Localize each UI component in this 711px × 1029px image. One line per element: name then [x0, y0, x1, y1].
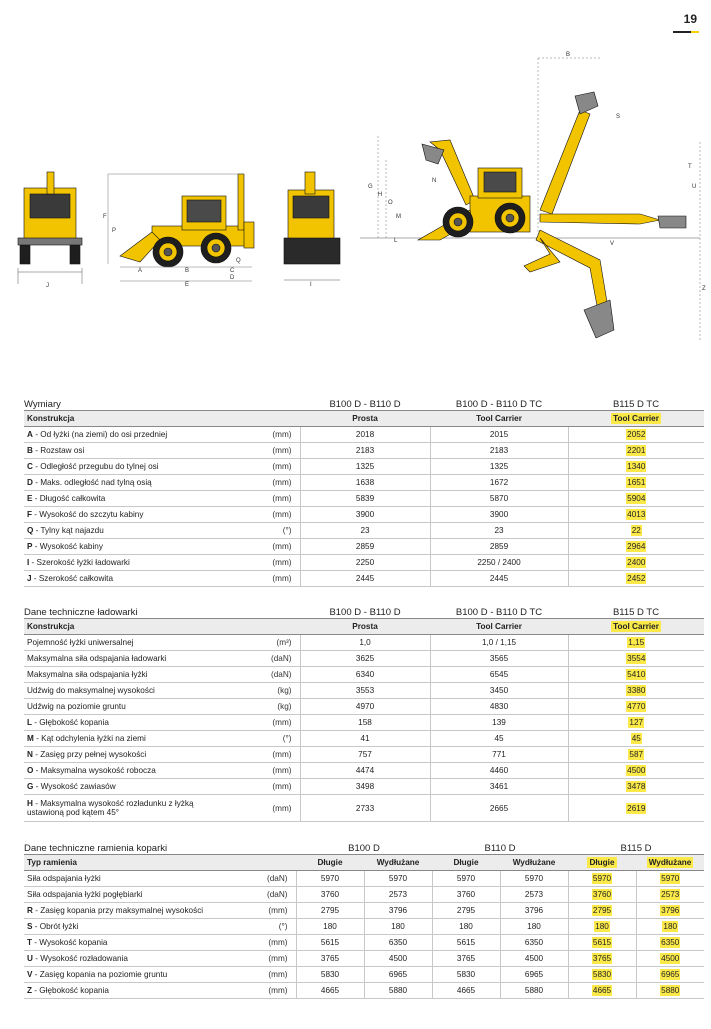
cell-value: 6340 — [300, 667, 430, 683]
dim-label: Z — [702, 286, 706, 292]
table-row — [24, 903, 704, 919]
row-label: Maksymalna siła odspajania łyżki — [24, 667, 264, 683]
row-unit: (mm) — [264, 491, 300, 507]
cell-value: 587 — [568, 747, 704, 763]
row-unit: (daN) — [260, 887, 296, 903]
cell-value: 5870 — [430, 491, 568, 507]
row-label: Pojemność łyżki uniwersalnej — [24, 635, 264, 651]
cell-value: 2400 — [568, 555, 704, 571]
cell-value: 4500 — [500, 951, 568, 967]
cell-value: 2573 — [636, 887, 704, 903]
cell-value: 2052 — [568, 427, 704, 443]
dim-label: L — [394, 238, 398, 244]
cell-value: 5830 — [296, 967, 364, 983]
cell-value: 3498 — [300, 779, 430, 795]
dim-label: F — [103, 214, 107, 220]
cell-value: 3450 — [430, 683, 568, 699]
table-row — [24, 571, 704, 587]
cell-value: 180 — [500, 919, 568, 935]
row-label: B - Rozstaw osi — [24, 443, 264, 459]
cell-value: 2859 — [300, 539, 430, 555]
dim-label: J — [46, 283, 49, 289]
row-label: V - Zasięg kopania na poziomie gruntu — [24, 967, 260, 983]
row-label: O - Maksymalna wysokość robocza — [24, 763, 264, 779]
row-unit: (°) — [264, 731, 300, 747]
cell-value: 5830 — [432, 967, 500, 983]
table-row — [24, 683, 704, 699]
row-label: U - Wysokość rozładowania — [24, 951, 260, 967]
cell-value: 2619 — [568, 795, 704, 822]
row-unit: (mm) — [264, 715, 300, 731]
row-unit: (mm) — [260, 903, 296, 919]
table-row — [24, 887, 704, 903]
row-label: G - Wysokość zawiasów — [24, 779, 264, 795]
cell-value: 3380 — [568, 683, 704, 699]
dim-label: S — [616, 114, 621, 120]
dim-label: H — [378, 192, 383, 198]
row-unit: (m³) — [264, 635, 300, 651]
cell-value: 3796 — [636, 903, 704, 919]
table-row — [24, 935, 704, 951]
cell-value: 4665 — [568, 983, 636, 999]
cell-value: 3554 — [568, 651, 704, 667]
rear-view-machine — [284, 172, 340, 264]
column-header: Długie — [568, 855, 636, 871]
row-unit: (mm) — [264, 475, 300, 491]
wymiary-section — [24, 396, 704, 587]
table-row — [24, 747, 704, 763]
dim-label: O — [388, 200, 393, 206]
wymiary-table — [24, 410, 704, 587]
dim-label: M — [396, 214, 401, 220]
table-row — [24, 667, 704, 683]
row-label: Z - Głębokość kopania — [24, 983, 260, 999]
cell-value: 2795 — [432, 903, 500, 919]
cell-value: 45 — [430, 731, 568, 747]
cell-value: 5970 — [636, 871, 704, 887]
row-label: Udźwig na poziomie gruntu — [24, 699, 264, 715]
row-label: Q - Tylny kąt najazdu — [24, 523, 264, 539]
row-unit: (°) — [264, 523, 300, 539]
row-label: Siła odspajania łyżki pogłębiarki — [24, 887, 260, 903]
cell-value: 5970 — [296, 871, 364, 887]
cell-value: 1638 — [300, 475, 430, 491]
cell-value: 2015 — [430, 427, 568, 443]
row-label: F - Wysokość do szczytu kabiny — [24, 507, 264, 523]
cell-value: 5839 — [300, 491, 430, 507]
cell-value: 6350 — [636, 935, 704, 951]
cell-value: 5615 — [296, 935, 364, 951]
cell-value: 4460 — [430, 763, 568, 779]
table-row — [24, 507, 704, 523]
cell-value: 5970 — [500, 871, 568, 887]
table-row — [24, 651, 704, 667]
dim-label: T — [688, 164, 692, 170]
table-row — [24, 795, 704, 822]
cell-value: 45 — [568, 731, 704, 747]
table-row — [24, 871, 704, 887]
column-header: Wydłużane — [636, 855, 704, 871]
row-label: P - Wysokość kabiny — [24, 539, 264, 555]
row-unit: (mm) — [264, 459, 300, 475]
cell-value: 180 — [636, 919, 704, 935]
table-row — [24, 919, 704, 935]
row-unit: (mm) — [260, 951, 296, 967]
row-label: I - Szerokość łyżki ładowarki — [24, 555, 264, 571]
row-unit: (mm) — [264, 427, 300, 443]
ladowarka-section — [24, 604, 704, 822]
table-row — [24, 635, 704, 651]
cell-value: 3565 — [430, 651, 568, 667]
cell-value: 6965 — [636, 967, 704, 983]
cell-value: 180 — [432, 919, 500, 935]
cell-value: 6965 — [500, 967, 568, 983]
column-header: Wydłużane — [364, 855, 432, 871]
cell-value: 2964 — [568, 539, 704, 555]
cell-value: 1651 — [568, 475, 704, 491]
cell-value: 4500 — [636, 951, 704, 967]
cell-value: 3461 — [430, 779, 568, 795]
column-header: Konstrukcja — [24, 411, 300, 427]
machine-dimensions-figure — [0, 40, 711, 360]
row-unit: (°) — [260, 919, 296, 935]
row-unit: (mm) — [264, 779, 300, 795]
cell-value: 4500 — [364, 951, 432, 967]
column-header: Typ ramienia — [24, 855, 296, 871]
reach-diagram-machine — [360, 92, 700, 338]
cell-value: 22 — [568, 523, 704, 539]
cell-value: 4665 — [296, 983, 364, 999]
page-number: 19 — [683, 12, 697, 26]
cell-value: 4830 — [430, 699, 568, 715]
cell-value: 5970 — [568, 871, 636, 887]
table-row — [24, 763, 704, 779]
row-unit: (mm) — [260, 983, 296, 999]
cell-value: 3478 — [568, 779, 704, 795]
cell-value: 5880 — [364, 983, 432, 999]
cell-value: 158 — [300, 715, 430, 731]
row-unit: (mm) — [260, 967, 296, 983]
column-header: Prosta — [300, 619, 430, 635]
row-unit: (kg) — [264, 699, 300, 715]
cell-value: 5830 — [568, 967, 636, 983]
cell-value: 2573 — [364, 887, 432, 903]
cell-value: 4474 — [300, 763, 430, 779]
row-unit: (mm) — [264, 555, 300, 571]
row-label: M - Kąt odchylenia łyżki na ziemi — [24, 731, 264, 747]
column-header: Tool Carrier — [430, 411, 568, 427]
cell-value: 2445 — [430, 571, 568, 587]
cell-value: 23 — [430, 523, 568, 539]
cell-value: 4970 — [300, 699, 430, 715]
cell-value: 2573 — [500, 887, 568, 903]
table-row — [24, 539, 704, 555]
column-header: Długie — [432, 855, 500, 871]
cell-value: 3796 — [364, 903, 432, 919]
cell-value: 2018 — [300, 427, 430, 443]
cell-value: 1325 — [300, 459, 430, 475]
cell-value: 2859 — [430, 539, 568, 555]
table-row — [24, 475, 704, 491]
table-header-row — [24, 619, 704, 635]
row-unit: (kg) — [264, 683, 300, 699]
column-header: Wydłużane — [500, 855, 568, 871]
cell-value: 5615 — [432, 935, 500, 951]
cell-value: 2733 — [300, 795, 430, 822]
column-header: Tool Carrier — [568, 619, 704, 635]
row-label: E - Długość całkowita — [24, 491, 264, 507]
cell-value: 3796 — [500, 903, 568, 919]
cell-value: 2183 — [430, 443, 568, 459]
table-row — [24, 731, 704, 747]
column-header: Prosta — [300, 411, 430, 427]
dim-label: I — [310, 282, 312, 288]
row-label: L - Głębokość kopania — [24, 715, 264, 731]
row-unit: (daN) — [264, 651, 300, 667]
cell-value: 3765 — [568, 951, 636, 967]
front-view-machine — [18, 172, 82, 264]
cell-value: 5904 — [568, 491, 704, 507]
cell-value: 180 — [364, 919, 432, 935]
row-unit: (mm) — [264, 763, 300, 779]
row-unit: (mm) — [264, 443, 300, 459]
column-header: Tool Carrier — [568, 411, 704, 427]
row-label: Udźwig do maksymalnej wysokości — [24, 683, 264, 699]
row-label: S - Obrót łyżki — [24, 919, 260, 935]
cell-value: 5410 — [568, 667, 704, 683]
table-row — [24, 427, 704, 443]
koparka-heading: Dane techniczne ramienia koparki B100 D B110 D B115 D — [24, 843, 652, 854]
cell-value: 2795 — [568, 903, 636, 919]
cell-value: 5970 — [364, 871, 432, 887]
cell-value: 3553 — [300, 683, 430, 699]
cell-value: 5880 — [500, 983, 568, 999]
cell-value: 127 — [568, 715, 704, 731]
table-row — [24, 491, 704, 507]
table-row — [24, 523, 704, 539]
cell-value: 5970 — [432, 871, 500, 887]
cell-value: 41 — [300, 731, 430, 747]
dim-label: P — [112, 228, 117, 234]
row-unit: (daN) — [264, 667, 300, 683]
column-header: Długie — [296, 855, 364, 871]
cell-value: 3765 — [296, 951, 364, 967]
cell-value: 2795 — [296, 903, 364, 919]
koparka-table — [24, 854, 704, 999]
table-row — [24, 715, 704, 731]
column-header: Konstrukcja — [24, 619, 300, 635]
cell-value: 2250 / 2400 — [430, 555, 568, 571]
row-label: N - Zasięg przy pełnej wysokości — [24, 747, 264, 763]
cell-value: 757 — [300, 747, 430, 763]
row-label: R - Zasięg kopania przy maksymalnej wysokości — [24, 903, 260, 919]
side-view-machine — [120, 174, 254, 267]
cell-value: 180 — [568, 919, 636, 935]
dim-label: Q — [236, 258, 241, 264]
cell-value: 6350 — [500, 935, 568, 951]
column-header: Tool Carrier — [430, 619, 568, 635]
cell-value: 3760 — [568, 887, 636, 903]
table-header-row — [24, 855, 704, 871]
cell-value: 3760 — [432, 887, 500, 903]
table-row — [24, 555, 704, 571]
cell-value: 1,15 — [568, 635, 704, 651]
row-label: A - Od łyżki (na ziemi) do osi przedniej — [24, 427, 264, 443]
cell-value: 771 — [430, 747, 568, 763]
cell-value: 2445 — [300, 571, 430, 587]
dim-label: N — [432, 178, 437, 184]
dim-label: A — [138, 268, 143, 274]
dim-label: U — [692, 184, 697, 190]
cell-value: 6350 — [364, 935, 432, 951]
ladowarka-table — [24, 618, 704, 822]
table-row — [24, 967, 704, 983]
cell-value: 5615 — [568, 935, 636, 951]
dim-label: D — [230, 275, 235, 281]
table-row — [24, 443, 704, 459]
row-unit: (daN) — [260, 871, 296, 887]
koparka-section — [24, 840, 704, 999]
cell-value: 6545 — [430, 667, 568, 683]
cell-value: 1672 — [430, 475, 568, 491]
row-label: J - Szerokość całkowita — [24, 571, 264, 587]
cell-value: 180 — [296, 919, 364, 935]
cell-value: 2183 — [300, 443, 430, 459]
dim-label: E — [185, 282, 190, 288]
table-row — [24, 983, 704, 999]
cell-value: 2201 — [568, 443, 704, 459]
dim-label: B — [566, 52, 571, 58]
cell-value: 1,0 — [300, 635, 430, 651]
cell-value: 139 — [430, 715, 568, 731]
cell-value: 4013 — [568, 507, 704, 523]
cell-value: 3900 — [300, 507, 430, 523]
cell-value: 3765 — [432, 951, 500, 967]
table-row — [24, 699, 704, 715]
cell-value: 2250 — [300, 555, 430, 571]
ladowarka-heading: Dane techniczne ładowarki B100 D - B110 D B100 D - B110 D TC B115 D TC — [24, 607, 660, 618]
dim-label: V — [610, 241, 615, 247]
row-unit: (mm) — [264, 795, 300, 822]
cell-value: 1340 — [568, 459, 704, 475]
cell-value: 3625 — [300, 651, 430, 667]
cell-value: 3760 — [296, 887, 364, 903]
table-row — [24, 951, 704, 967]
cell-value: 4770 — [568, 699, 704, 715]
wymiary-heading: Wymiary B100 D - B110 D B100 D - B110 D TC B115 D TC — [24, 399, 660, 410]
row-label: Siła odspajania łyżki — [24, 871, 260, 887]
row-label: C - Odległość przegubu do tylnej osi — [24, 459, 264, 475]
row-label: D - Maks. odległość nad tylną osią — [24, 475, 264, 491]
table-row — [24, 459, 704, 475]
table-row — [24, 779, 704, 795]
cell-value: 1,0 / 1,15 — [430, 635, 568, 651]
cell-value: 3900 — [430, 507, 568, 523]
table-header-row — [24, 411, 704, 427]
cell-value: 5880 — [636, 983, 704, 999]
row-label: Maksymalna siła odspajania ładowarki — [24, 651, 264, 667]
page-number-rule — [673, 31, 697, 33]
row-unit: (mm) — [260, 935, 296, 951]
row-unit: (mm) — [264, 507, 300, 523]
dim-label: G — [368, 184, 373, 190]
row-label: T - Wysokość kopania — [24, 935, 260, 951]
cell-value: 2665 — [430, 795, 568, 822]
cell-value: 4500 — [568, 763, 704, 779]
cell-value: 1325 — [430, 459, 568, 475]
row-unit: (mm) — [264, 539, 300, 555]
dim-label: B — [185, 268, 190, 274]
cell-value: 6965 — [364, 967, 432, 983]
cell-value: 2452 — [568, 571, 704, 587]
row-unit: (mm) — [264, 747, 300, 763]
row-unit: (mm) — [264, 571, 300, 587]
dim-label: C — [230, 268, 235, 274]
cell-value: 23 — [300, 523, 430, 539]
row-label: H - Maksymalna wysokość rozładunku z łyżką ustawioną pod kątem 45° — [24, 795, 264, 822]
cell-value: 4665 — [432, 983, 500, 999]
